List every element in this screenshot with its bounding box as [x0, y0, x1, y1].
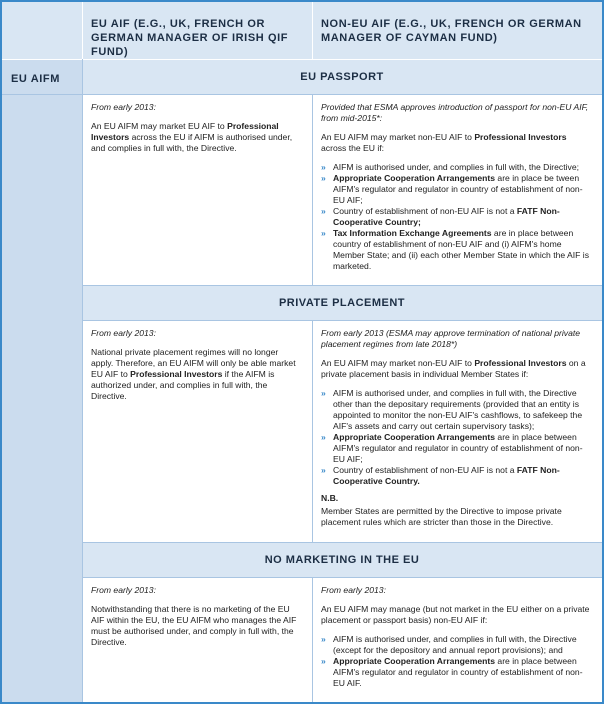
conditions-list — [321, 634, 593, 689]
list-item: » Country of establishment of non-EU AIF is not a FATF Non-Cooperative Country; — [321, 206, 593, 228]
list-item: » Appropriate Cooperation Arrangements are in place between AIFM's regulator and regulator in country of establishment of non-EU AIF. — [321, 656, 593, 689]
list-item: » Country of establishment of non-EU AIF is not a FATF Non-Cooperative Country. — [321, 465, 593, 487]
no-marketing-eu-aif-text — [91, 585, 301, 656]
row-label-cell — [2, 59, 82, 702]
private-placement-non-eu-aif-text — [321, 328, 593, 528]
eu-passport-eu-aif-text — [91, 102, 301, 162]
intro-text: From early 2013: — [321, 585, 386, 595]
intro-text: From early 2013: — [91, 328, 156, 338]
private-placement-eu-aif-text — [91, 328, 301, 410]
column-header-eu-aif: EU AIF (E.G., UK, FRENCH OR GERMAN MANAGER OF IRISH QIF FUND) — [91, 18, 289, 58]
row-header-eu-aifm: EU AIFM — [11, 73, 61, 85]
list-item: » Appropriate Cooperation Arrangements are in place be tween AIFM's regulator and regulator in country of establishment of non-EU AIF; — [321, 173, 593, 206]
list-item: » AIFM is authorised under, and complies in full with, the Directive (except for the depository and annual report provisions); and — [321, 634, 593, 656]
section-title-eu-passport: EU PASSPORT — [300, 71, 384, 83]
no-marketing-non-eu-aif-text — [321, 585, 593, 695]
paragraph: An EU AIFM may market non-EU AIF to Professional Investors across the EU if: — [321, 132, 567, 153]
intro-text: From early 2013: — [91, 102, 156, 112]
paragraph: An EU AIFM may market non-EU AIF to Professional Investors on a private placement basis in individual Member States if: — [321, 358, 586, 379]
header-corner-cell — [2, 2, 82, 59]
list-item: » Appropriate Cooperation Arrangements are in place between AIFM's regulator and regulator in country of establishment of non-EU AIF; — [321, 432, 593, 465]
intro-text: From early 2013 (ESMA may approve termination of national private placement regimes from late 2018*) — [321, 328, 581, 349]
list-item: » AIFM is authorised under, and complies in full with, the Directive; — [321, 162, 593, 173]
paragraph: An EU AIFM may manage (but not market in the EU either on a private placement or passport basis) non-EU AIF if: — [321, 604, 590, 625]
section-title-private-placement: PRIVATE PLACEMENT — [278, 297, 406, 309]
nb-text: Member States are permitted by the Directive to impose private placement rules which are stricter than those in the Directive. — [321, 506, 562, 527]
section-title-no-marketing: NO MARKETING IN THE EU — [264, 554, 420, 566]
intro-text: From early 2013: — [91, 585, 156, 595]
paragraph: An EU AIFM may market EU AIF to Professional Investors across the EU if AIFM is authorised under, and complies in full with, the Directive. — [91, 121, 293, 153]
eu-passport-non-eu-aif-text — [321, 102, 593, 278]
nb-label: N.B. — [321, 493, 339, 503]
list-item: » Tax Information Exchange Agreements are in place between country of establishment of non-EU AIF and (i) AIFM's home Member State; and (ii) each other Member State in which the AIF is marketed. — [321, 228, 593, 272]
column-header-non-eu-aif: NON-EU AIF (E.G., UK, FRENCH OR GERMAN MANAGER OF CAYMAN FUND) — [321, 18, 582, 44]
conditions-list — [321, 388, 593, 487]
paragraph: National private placement regimes will no longer apply. Therefore, an EU AIFM will only be able market EU AIF to Professional Investors if the AIFM is authorized under, and complies in full with, the Directive. — [91, 347, 296, 401]
paragraph: Notwithstanding that there is no marketing of the EU AIF within the EU, the EU AIFM who manages the AIF must be authorised under, and comply in full with, the Directive. — [91, 604, 297, 647]
conditions-list — [321, 162, 593, 272]
list-item: » AIFM is authorised under, and complies in full with, the Directive other than the depositary requirements (provided that an entity is appointed to monitor the non-EU AIF's cashflows, to safekeep the AIF's assets and carry out certain supervisory tasks); — [321, 388, 593, 432]
intro-text: Provided that ESMA approves introduction of passport for non-EU AIF, from mid-2015*: — [321, 102, 589, 123]
